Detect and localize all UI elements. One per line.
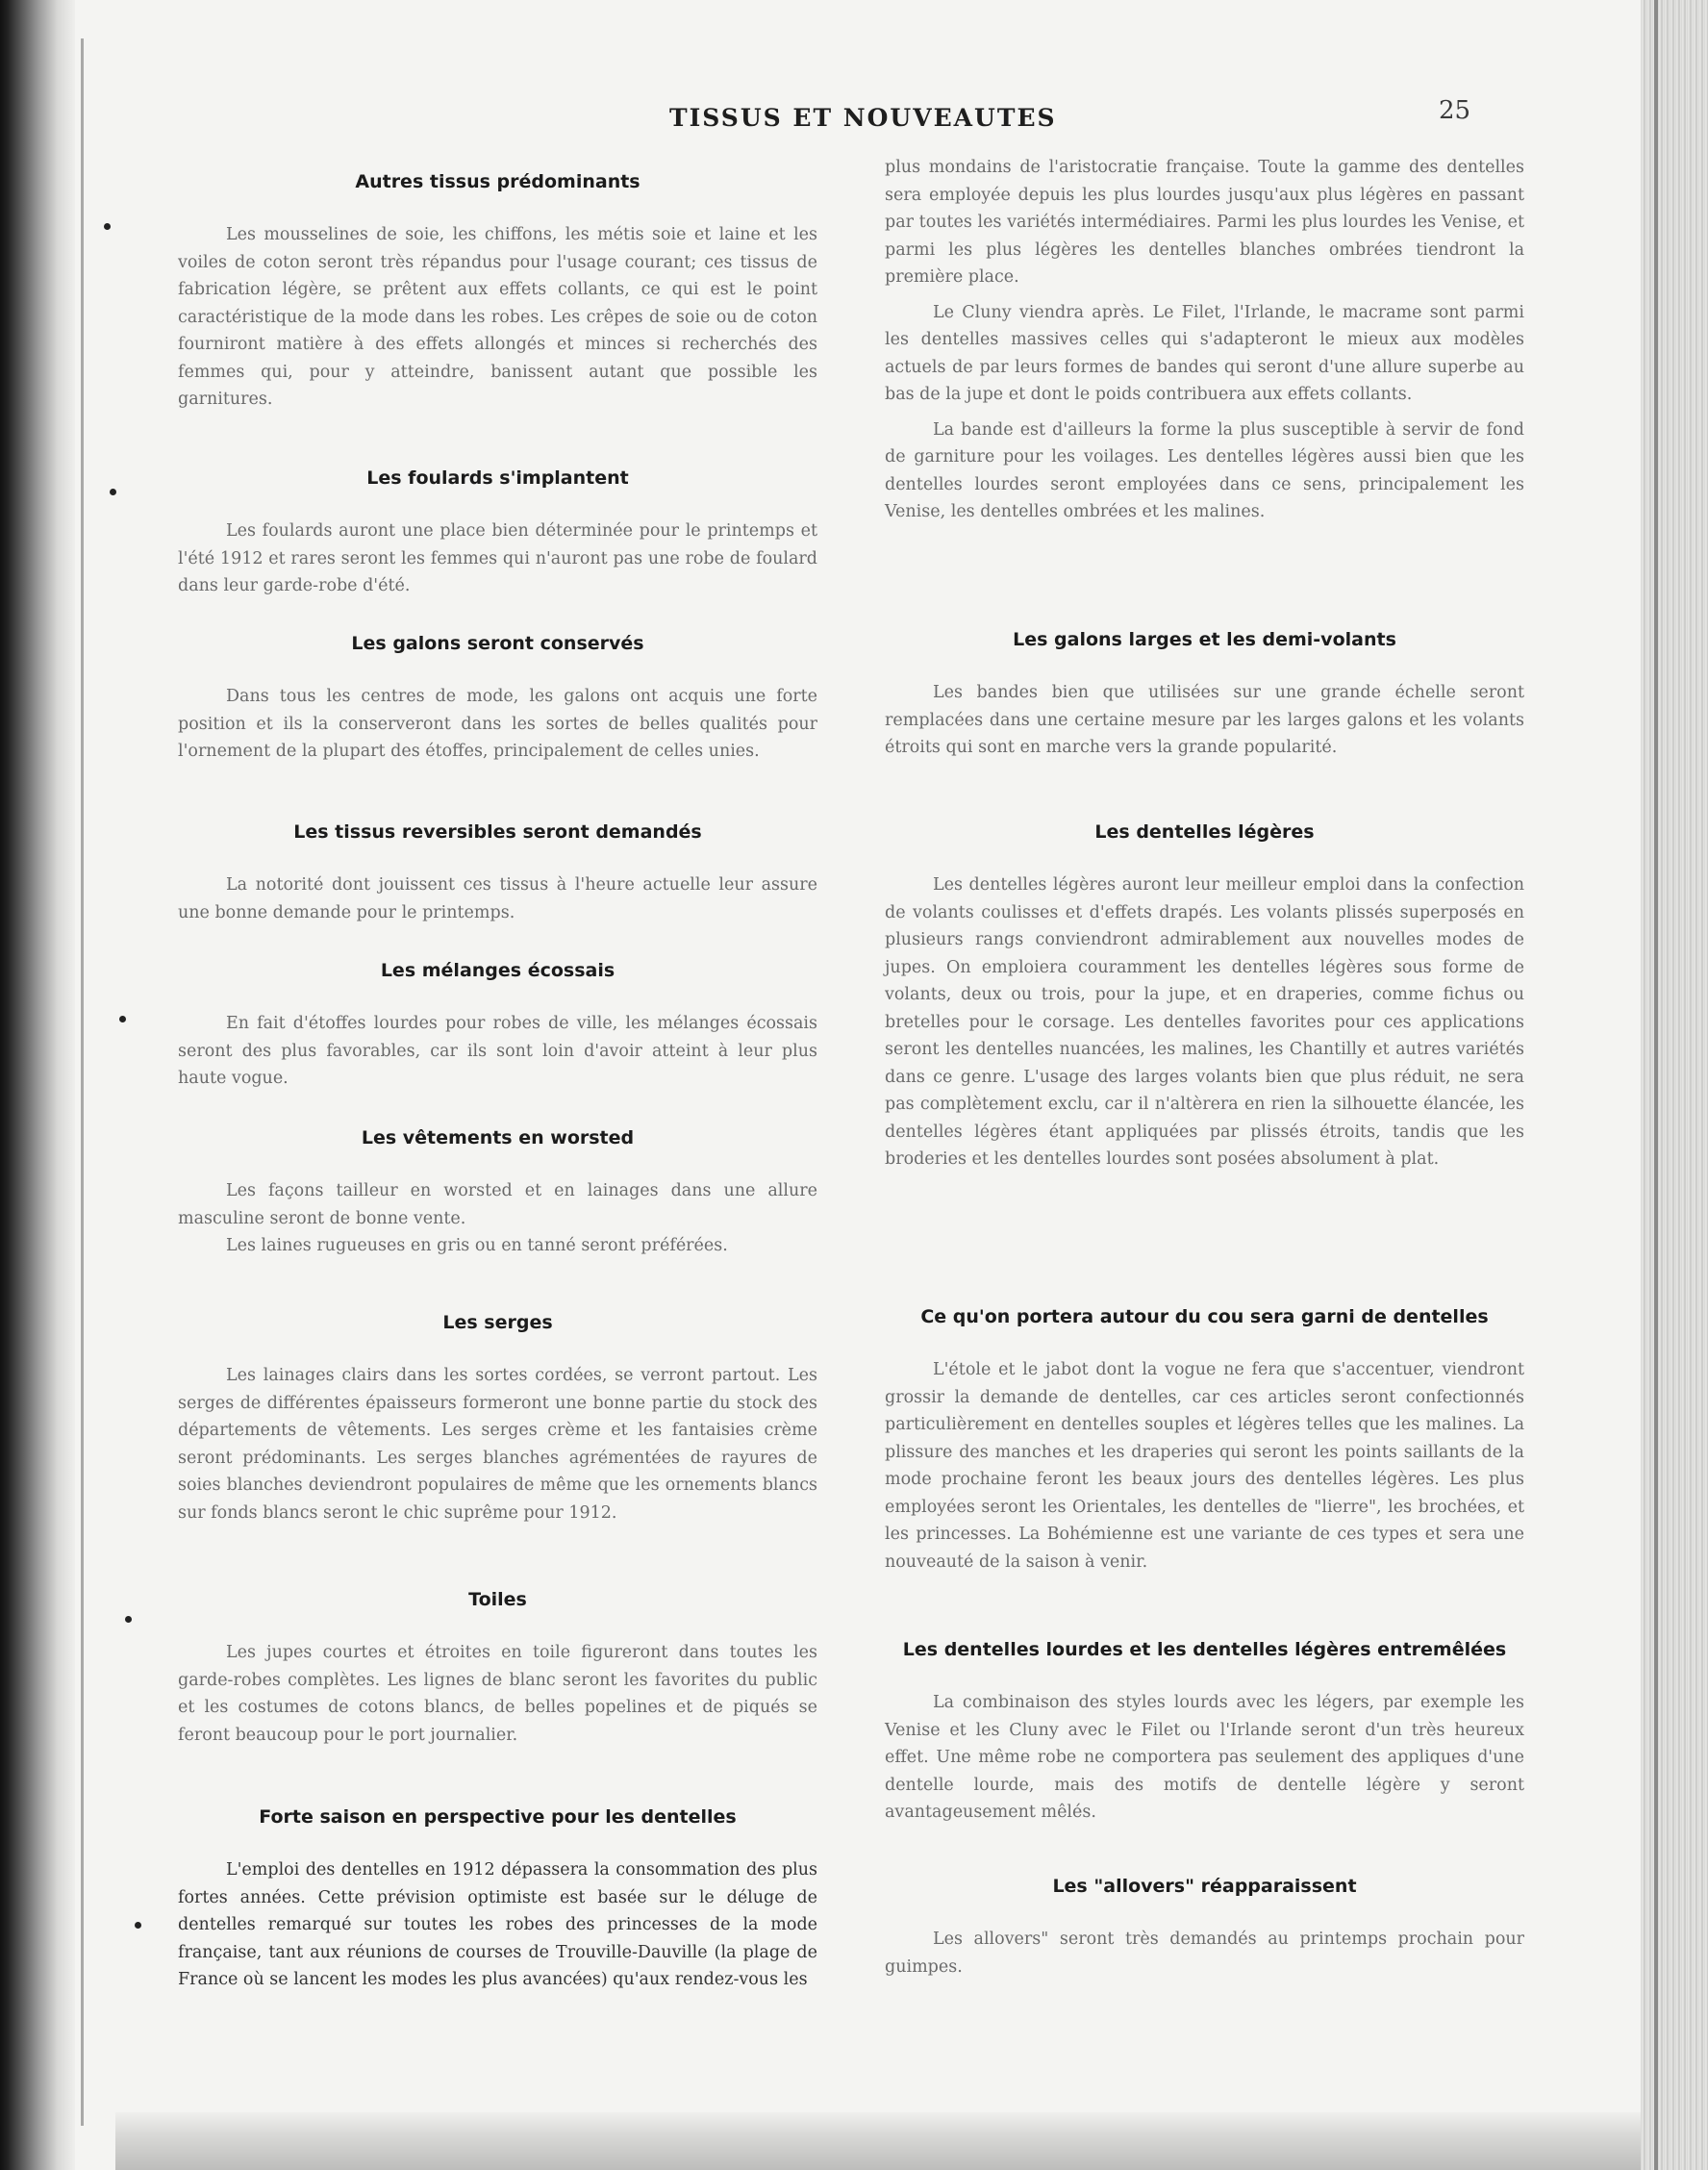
section-paragraph: Les lainages clairs dans les sortes cordées, se verront partout. Les serges de différentes épaisseurs formeront une bonne partie du stock des départements de vêtements. Les serges crème et les fantaisies crème seront prédominants. Les serges blanches agrémentées de rayures de soies blanches deviendront populaires de même que les ornements blancs sur fonds blancs seront le chic suprême pour 1912. (178, 1366, 817, 1523)
section-heading: Toiles (468, 1589, 527, 1610)
article-section (885, 821, 1524, 1173)
section-heading: Les foulards s'implantent (366, 467, 629, 489)
running-title: TISSUS ET NOUVEAUTES (669, 104, 1057, 132)
section-paragraph: Les foulards auront une place bien déterminée pour le printemps et l'été 1912 et rares seront les femmes qui n'auront pas une robe de foulard dans leur garde-robe d'été. (178, 521, 817, 595)
section-paragraph: Le Cluny viendra après. Le Filet, l'Irlande, le macrame sont parmi les dentelles massives celles qui s'adapteront le mieux aux modèles actuels de par leurs formes de bandes qui seront d'une allure superbe au bas de la jupe et dont le poids contribuera aux effets collants. (885, 302, 1524, 404)
article-section (178, 1312, 817, 1527)
section-paragraph: L'étole et le jabot dont la vogue ne fera que s'accentuer, viendront grossir la demande de dentelles, car ces articles seront confectionnés particulièrement en dentelles souples et légères telles que les malines. La plissure des manches et les draperies qui seront les points saillants de la mode prochaine feront les beaux jours des dentelles légères. Les plus employées seront les Orientales, les dentelles de "lierre", les brochées, et les princesses. La Bohémienne est une variante de ces types et sera une nouveauté de la saison à venir. (885, 1360, 1524, 1572)
section-heading: Les dentelles lourdes et les dentelles légères entremêlées (902, 1639, 1507, 1660)
article-section (885, 1306, 1524, 1576)
article-section (178, 821, 817, 926)
section-heading: Les dentelles légères (1094, 821, 1315, 843)
section-heading: Autres tissus prédominants (355, 171, 640, 192)
margin-mark (104, 223, 111, 230)
section-paragraph: Les mousselines de soie, les chiffons, les métis soie et laine et les voiles de coton seront très répandus pour l'usage courant; ces tissus de fabrication légère, se prêtent aux effets collants, ce qui est le point caractéristique de la mode dans les robes. Les crêpes de soie ou de coton fourniront matière à des effets allongés et minces si recherchés des femmes qui, pour y atteindre, banissent autant que possible les garnitures. (178, 225, 817, 409)
section-heading: Les mélanges écossais (380, 960, 615, 981)
section-heading: Les serges (442, 1312, 553, 1333)
section-paragraph: Les façons tailleur en worsted et en lainages dans une allure masculine seront de bonne vente. (178, 1181, 817, 1228)
article-section (178, 171, 817, 414)
section-heading: Les galons seront conservés (351, 633, 644, 654)
article-section (178, 633, 817, 766)
article-section (178, 1589, 817, 1749)
article-section (178, 1127, 817, 1260)
section-heading: Les vêtements en worsted (361, 1127, 635, 1148)
section-heading: Forte saison en perspective pour les dentelles (259, 1806, 737, 1828)
section-heading: Ce qu'on portera autour du cou sera garni de dentelles (920, 1306, 1489, 1327)
page-edge-line (1654, 0, 1658, 2170)
section-heading: Les galons larges et les demi-volants (1013, 629, 1396, 650)
margin-mark (125, 1616, 132, 1623)
article-section (885, 629, 1524, 762)
section-paragraph: Les dentelles légères auront leur meilleur emploi dans la confection de volants coulisses et d'effets drapés. Les volants plissés superposés en plusieurs rangs conviendront admirablement aux nouvelles modes de jupes. On emploiera couramment les dentelles légères sous forme de volants, deux ou trois, pour la jupe, et en draperies, comme fichus ou bretelles pour le corsage. Les dentelles favorites pour ces applications seront les dentelles nuancées, les malines, les Chantilly et autres variétés dans ce genre. L'usage des larges volants bien que plus réduit, ne sera pas complètement exclu, car il n'altèrera en rien la silhouette élancée, les dentelles légères étant appliquées par plissés étroits, tandis que les broderies et les dentelles lourdes sont posées absolument à plat. (885, 875, 1524, 1169)
section-paragraph: La combinaison des styles lourds avec les légers, par exemple les Venise et les Cluny avec le Filet ou l'Irlande seront d'un très heureux effet. Une même robe ne comportera pas seulement des appliques d'une dentelle lourde, mais des motifs de dentelle légère y seront avantageusement mêlés. (885, 1693, 1524, 1822)
section-paragraph: plus mondains de l'aristocratie française. Toute la gamme des dentelles sera employée depuis les plus lourdes jusqu'aux plus légères en passant par toutes les variétés intermédiaires. Parmi les plus lourdes les Venise, et parmi les plus légères les dentelles blanches ombrées tiendront la première place. (885, 158, 1524, 287)
section-paragraph: Dans tous les centres de mode, les galons ont acquis une forte position et ils la conserveront dans les sortes de belles qualités pour l'ornement de la plupart des étoffes, principalement de celles unies. (178, 687, 817, 761)
section-paragraph: L'emploi des dentelles en 1912 dépassera la consommation des plus fortes années. Cette prévision optimiste est basée sur le déluge de dentelles remarqué sur toutes les robes des princesses de la mode française, tant aux réunions de courses de Trouville-Dauville (la plage de France où se lancent les modes les plus avancées) qu'aux rendez-vous les (178, 1860, 817, 1989)
article-section (885, 1876, 1524, 1981)
section-heading: Les "allovers" réapparaissent (1052, 1876, 1357, 1897)
section-heading: Les tissus reversibles seront demandés (293, 821, 702, 843)
section-paragraph: Les laines rugueuses en gris ou en tanné seront préférées. (226, 1236, 728, 1255)
article-section (178, 1806, 817, 1994)
page-number: 25 (1439, 96, 1471, 125)
bottom-edge (115, 2112, 1641, 2170)
article-section (178, 960, 817, 1093)
section-paragraph: En fait d'étoffes lourdes pour robes de ville, les mélanges écossais seront des plus favorables, car ils sont loin d'avoir atteint à leur plus haute vogue. (178, 1014, 817, 1088)
book-page (144, 87, 1577, 2107)
margin-mark (110, 489, 116, 495)
article-section (885, 154, 1524, 526)
section-paragraph: La bande est d'ailleurs la forme la plus susceptible à servir de fond de garniture pour les voilages. Les dentelles légères aussi bien que les dentelles lourdes seront employées dans ce sens, principalement les Venise, les dentelles ombrées et les malines. (885, 419, 1524, 521)
article-section (885, 1639, 1524, 1827)
margin-mark (135, 1922, 141, 1929)
section-paragraph: Les bandes bien que utilisées sur une grande échelle seront remplacées dans une certaine mesure par les larges galons et les volants étroits qui sont en marche vers la grande popularité. (885, 683, 1524, 757)
margin-mark (119, 1016, 126, 1022)
article-section (178, 467, 817, 600)
section-paragraph: La notorité dont jouissent ces tissus à l'heure actuelle leur assure une bonne demande pour le printemps. (178, 875, 817, 922)
page-edges (1641, 0, 1708, 2170)
book-binding (0, 0, 75, 2170)
section-paragraph: Les jupes courtes et étroites en toile figureront dans toutes les garde-robes complètes. Les lignes de blanc seront les favorites du public et les costumes de cotons blancs, de belles popelines et de piqués se feront beaucoup pour le port journalier. (178, 1643, 817, 1745)
gutter-line (81, 38, 84, 2126)
section-paragraph: Les allovers" seront très demandés au printemps prochain pour guimpes. (885, 1930, 1524, 1977)
